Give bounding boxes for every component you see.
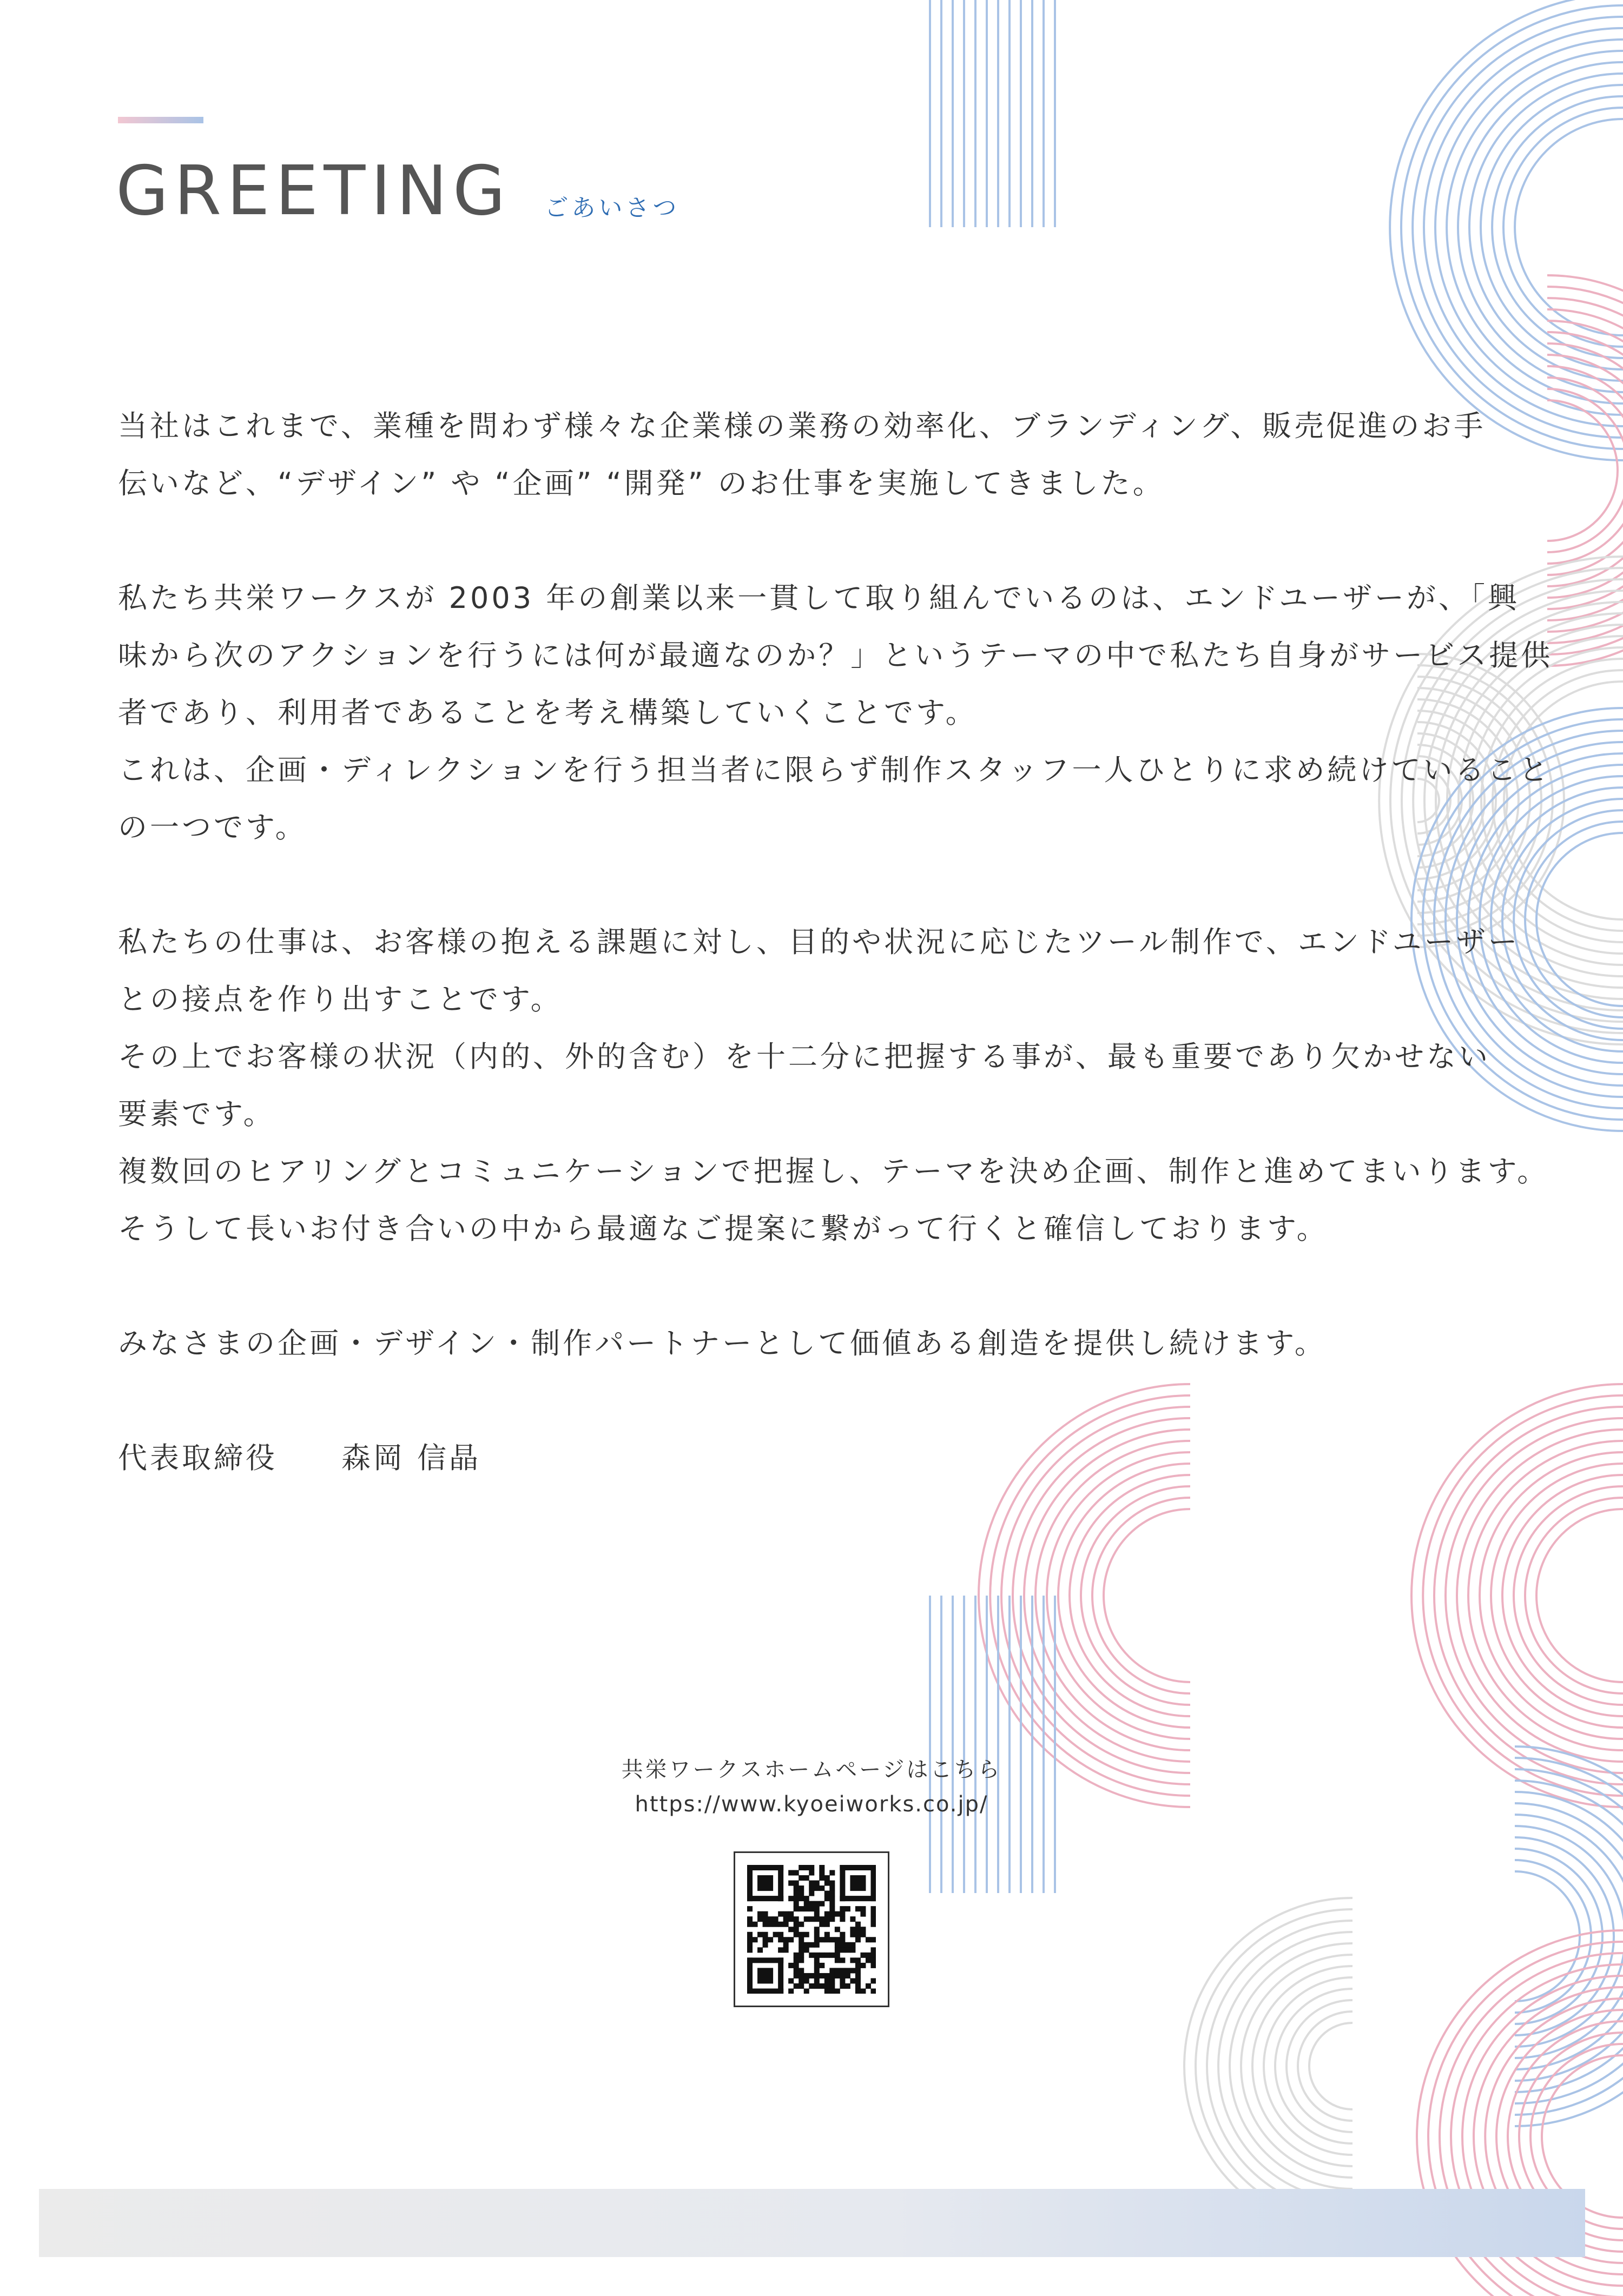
page-subtitle: ごあいさつ bbox=[544, 194, 680, 222]
body-line: これは、企画・ディレクションを行う担当者に限らず制作スタッフ一人ひとりに求め続けていること bbox=[118, 753, 1551, 787]
body-line: 伝いなど、“デザイン” や “企画” “開発” のお仕事を実施してきました。 bbox=[118, 466, 1165, 500]
body-line: そうして長いお付き合いの中から最適なご提案に繋がって行くと確信しております。 bbox=[118, 1212, 1329, 1246]
bottom-band bbox=[39, 2189, 1585, 2257]
body-line: その上でお客様の状況（内的、外的含む）を十二分に把握する事が、最も重要であり欠かせない bbox=[118, 1040, 1490, 1074]
page-header bbox=[116, 151, 680, 230]
body-line: 当社はこれまで、業種を問わず様々な企業様の業務の効率化、ブランディング、販売促進のお手 bbox=[118, 409, 1486, 443]
signature: 代表取締役 森岡 信晶 bbox=[118, 1441, 481, 1475]
body-line: の一つです。 bbox=[118, 810, 307, 844]
body-line: 味から次のアクションを行うには何が最適なのか？」というテーマの中で私たち自身がサービス提供 bbox=[118, 638, 1553, 672]
body-line: 複数回のヒアリングとコミュニケーションで把握し、テーマを決め企画、制作と進めてまいります。 bbox=[118, 1154, 1549, 1188]
body-line: 者であり、利用者であることを考え構築していくことです。 bbox=[118, 696, 978, 730]
homepage-link[interactable]: https://www.kyoeiworks.co.jp/ bbox=[635, 1792, 988, 1817]
homepage-footer bbox=[595, 1752, 1028, 1822]
homepage-label: 共栄ワークスホームページはこちら bbox=[621, 1757, 1002, 1782]
body-line: 私たち共栄ワークスが 2003 年の創業以来一貫して取り組んでいるのは、エンドユーザーが、「興 bbox=[118, 581, 1520, 615]
body-line: 要素です。 bbox=[118, 1097, 275, 1131]
title-accent-bar bbox=[118, 117, 203, 123]
body-line: みなさまの企画・デザイン・制作パートナーとして価値ある創造を提供し続けます。 bbox=[118, 1326, 1327, 1360]
body-line: との接点を作り出すことです。 bbox=[118, 982, 563, 1016]
greeting-body bbox=[118, 398, 1553, 1487]
page-title: GREETING bbox=[116, 151, 511, 230]
qr-code[interactable] bbox=[734, 1851, 889, 2007]
body-line: 私たちの仕事は、お客様の抱える課題に対し、目的や状況に応じたツール制作で、エンドユーザー bbox=[118, 925, 1520, 959]
qr-code-icon bbox=[747, 1865, 876, 1994]
